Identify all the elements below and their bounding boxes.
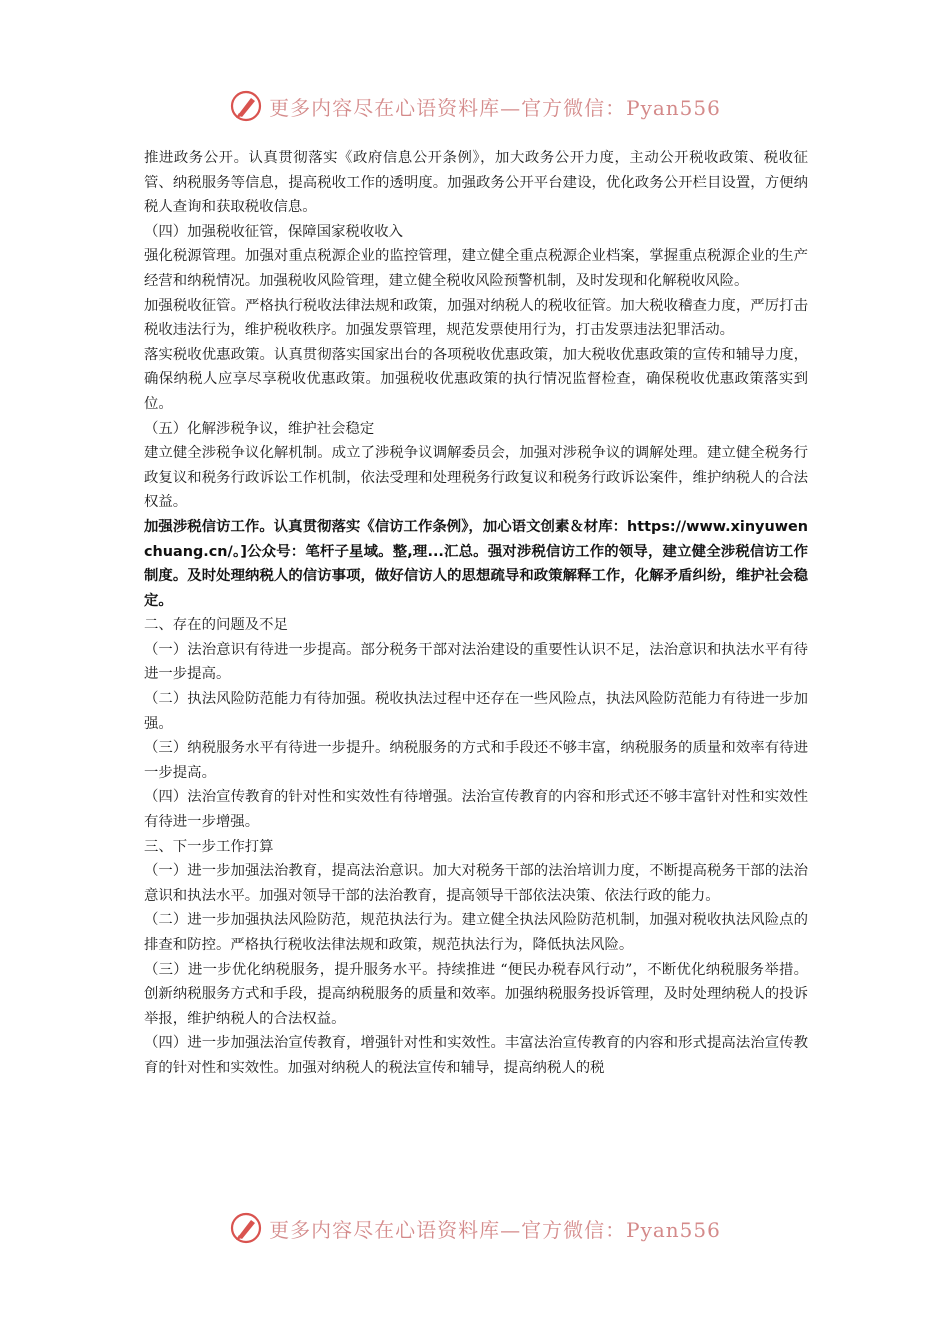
header-banner-text: 更多内容尽在心语资料库—官方微信：Pyan556 xyxy=(269,95,721,120)
paragraph: （四）法治宣传教育的针对性和实效性有待增强。法治宣传教育的内容和形式还不够丰富针对性和实效性有待进一步增强。 xyxy=(144,789,808,831)
bold-paragraph: 加强涉税信访工作。认真贯彻落实《信访工作条例》，加心语文创素＆材库：https://www.xinyuwenchuang.cn/。]公众号：笔杆子星域。整,理...汇总。强对涉税信访工作的领导，建立健全涉税信访工作制度。及时处理纳税人的信访事项，做好信访人的思想疏导和政策解释工作，化解矛盾纠纷，维护社会稳定。 xyxy=(144,518,808,609)
paragraph: （二）进一步加强执法风险防范，规范执法行为。建立健全执法风险防范机制，加强对税收执法风险点的排查和防控。严格执行税收法律法规和政策，规范执法行为，降低执法风险。 xyxy=(144,912,808,953)
header-banner xyxy=(0,86,950,126)
paragraph: （三）纳税服务水平有待进一步提升。纳税服务的方式和手段还不够丰富，纳税服务的质量和效率有待进一步提高。 xyxy=(144,740,808,781)
footer-banner-text: 更多内容尽在心语资料库—官方微信：Pyan556 xyxy=(269,1217,721,1242)
paragraph: 强化税源管理。加强对重点税源企业的监控管理，建立健全重点税源企业档案，掌握重点税源企业的生产经营和纳税情况。加强税收风险管理，建立健全税收风险预警机制，及时发现和化解税收风险。 xyxy=(144,248,808,289)
paragraph: （一）法治意识有待进一步提高。部分税务干部对法治建设的重要性认识不足，法治意识和执法水平有待进一步提高。 xyxy=(144,641,808,683)
section-heading: （四）加强税收征管，保障国家税收收入 xyxy=(144,223,404,240)
paragraph: （一）进一步加强法治教育，提高法治意识。加大对税务干部的法治培训力度，不断提高税务干部的法治意识和执法水平。加强对领导干部的法治教育，提高领导干部依法决策、依法行政的能力。 xyxy=(144,863,808,904)
section-heading: 二、存在的问题及不足 xyxy=(144,617,288,634)
paragraph: 落实税收优惠政策。认真贯彻落实国家出台的各项税收优惠政策，加大税收优惠政策的宣传和辅导力度，确保纳税人应享尽享税收优惠政策。加强税收优惠政策的执行情况监督检查，确保税收优惠政策落实到位。 xyxy=(144,346,808,412)
paragraph: （三）进一步优化纳税服务，提升服务水平。持续推进 “便民办税春风行动”，不断优化纳税服务举措。创新纳税服务方式和手段，提高纳税服务的质量和效率。加强纳税服务投诉管理，及时处理纳税人的投诉举报，维护纳税人的合法权益。 xyxy=(144,961,808,1027)
section-heading: 三、下一步工作打算 xyxy=(144,838,274,855)
document-body xyxy=(144,146,808,1081)
paragraph: 推进政务公开。认真贯彻落实《政府信息公开条例》，加大政务公开力度，主动公开税收政策、税收征管、纳税服务等信息，提高税收工作的透明度。加强政务公开平台建设，优化政务公开栏目设置，方便纳税人查询和获取税收信息。 xyxy=(144,150,808,216)
footer-banner xyxy=(0,1208,950,1248)
section-heading: （五）化解涉税争议，维护社会稳定 xyxy=(144,420,375,437)
paragraph: （四）进一步加强法治宣传教育，增强针对性和实效性。丰富法治宣传教育的内容和形式提高法治宣传教育的针对性和实效性。加强对纳税人的税法宣传和辅导，提高纳税人的税 xyxy=(144,1035,808,1076)
paragraph: （二）执法风险防范能力有待加强。税收执法过程中还存在一些风险点，执法风险防范能力有待进一步加强。 xyxy=(144,691,808,732)
pen-nib-logo-icon xyxy=(229,1211,263,1245)
paragraph: 加强税收征管。严格执行税收法律法规和政策，加强对纳税人的税收征管。加大税收稽查力度，严厉打击税收违法行为，维护税收秩序。加强发票管理，规范发票使用行为，打击发票违法犯罪活动。 xyxy=(144,297,808,339)
pen-nib-logo-icon xyxy=(229,89,263,123)
paragraph: 建立健全涉税争议化解机制。成立了涉税争议调解委员会，加强对涉税争议的调解处理。建立健全税务行政复议和税务行政诉讼工作机制，依法受理和处理税务行政复议和税务行政诉讼案件，维护纳税人的合法权益。 xyxy=(144,445,808,511)
